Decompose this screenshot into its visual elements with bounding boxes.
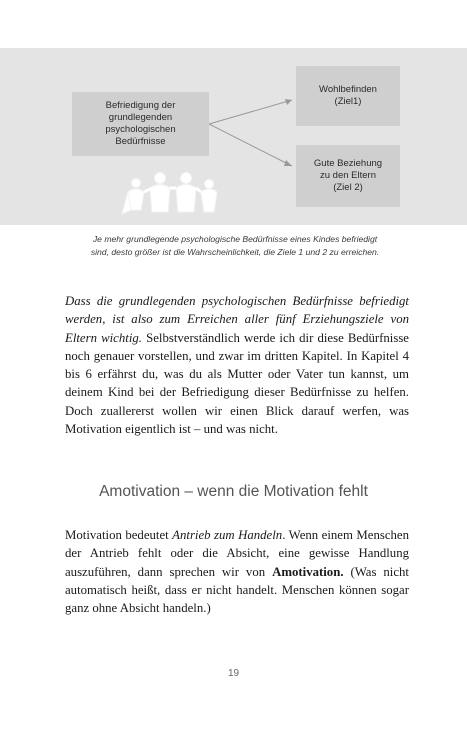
body-paragraph-1 xyxy=(65,292,409,438)
arrow-to-goal-1 xyxy=(209,100,292,124)
goal-2-label: Gute Beziehung zu den Eltern (Ziel 2) xyxy=(313,158,383,193)
arrow-head-goal-1 xyxy=(285,99,292,105)
goal-1-label: Wohlbefinden (Ziel1) xyxy=(319,84,377,107)
arrow-head-goal-2 xyxy=(284,160,292,166)
page-number: 19 xyxy=(227,668,240,679)
body-paragraph-2 xyxy=(65,526,409,617)
paragraph-1-text: Selbstverständlich werde ich dir diese Bedürfnisse noch genauer vorstellen, und zwar im dritten Kapitel. In Kapitel 4 bis 6 erfährst du, was du als Mutter oder Vater tun kannst, um deinem Kind bei der Befriedigung dieser Bedürfnisse zu helfen. Doch zuallererst wollen wir einen Blick darauf werfen, was Motivation eigentlich ist – und was nicht. xyxy=(65,330,409,437)
source-box xyxy=(72,92,209,156)
goal-1-box xyxy=(296,66,400,126)
caption-line-1: Je mehr grundlegende psychologische Bedürfnisse eines Kindes befriedigt xyxy=(92,234,378,244)
paragraph-2-italic: Antrieb zum Handeln xyxy=(172,528,283,542)
goal-2-box xyxy=(296,145,400,207)
paragraph-2-part-1: Motivation bedeutet xyxy=(65,528,173,542)
paragraph-1-italic: Dass die grundlegenden psychologischen Bedürfnisse befriedigt werden, ist also zum Erreichen aller fünf Erziehungsziele von Eltern wichtig. xyxy=(65,294,409,345)
family-figures-icon xyxy=(122,173,217,215)
paragraph-2-bold: Amotivation. xyxy=(272,564,344,579)
source-box-label: Befriedigung der grundlegenden psychologischen Bedürfnisse xyxy=(105,100,176,147)
paragraph-2-part-3: (Was nicht automatisch heißt, dass er nicht handelt. Menschen können sogar ganz ohne Absicht handeln.) xyxy=(65,564,409,616)
figure-caption xyxy=(55,233,415,259)
paragraph-2-part-2: . Wenn einem Menschen der Antrieb fehlt oder die Absicht, eine gewisse Handlung auszuführen, dann sprechen wir von xyxy=(65,528,409,579)
caption-line-2: sind, desto größer ist die Wahrscheinlichkeit, die Ziele 1 und 2 zu erreichen. xyxy=(90,247,380,257)
arrow-to-goal-2 xyxy=(209,124,292,166)
section-heading: Amotivation – wenn die Motivation fehlt xyxy=(99,483,368,500)
